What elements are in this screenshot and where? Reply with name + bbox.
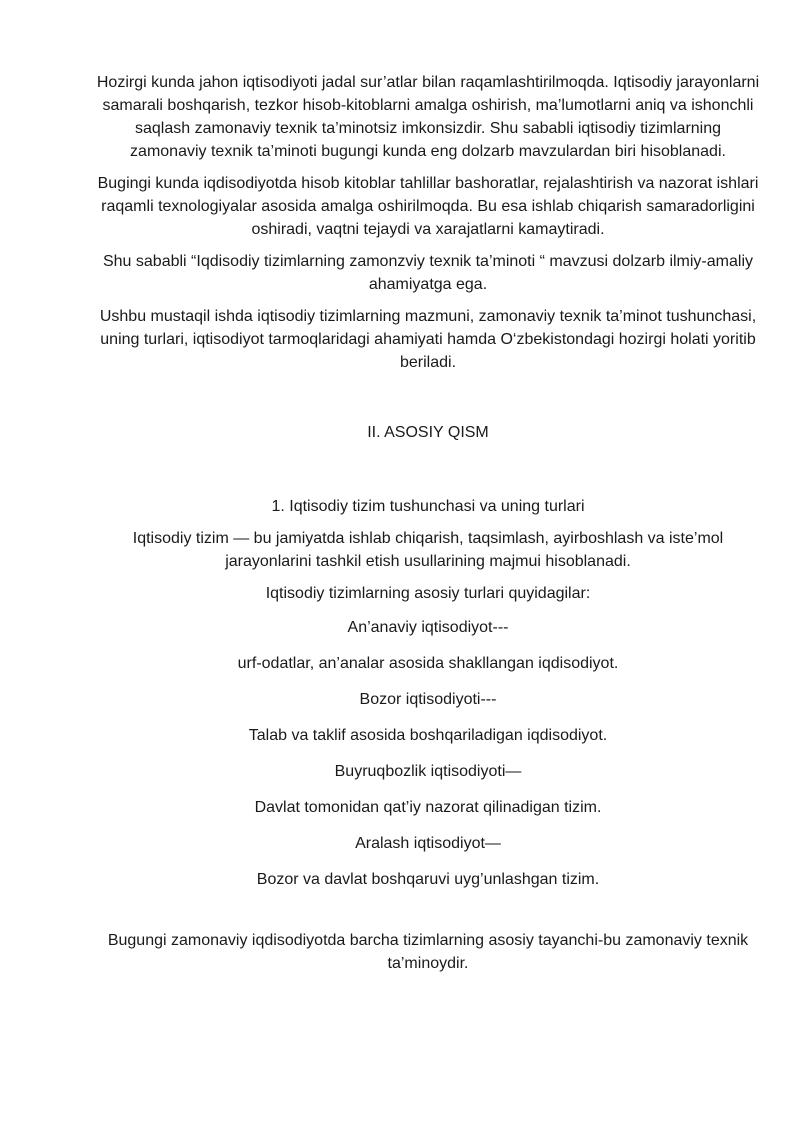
type-description: urf-odatlar, an’analar asosida shakllangan iqdisodiyot. bbox=[237, 655, 619, 672]
type-name: Buyruqbozlik iqtisodiyoti— bbox=[334, 763, 522, 780]
section-heading: II. ASOSIY QISM bbox=[367, 424, 489, 441]
type-description: Davlat tomonidan qat’iy nazorat qilinadigan tizim. bbox=[254, 799, 602, 816]
definition-paragraph: Iqtisodiy tizim — bu jamiyatda ishlab chiqarish, taqsimlash, ayirboshlash va iste’mol jarayonlarini tashkil etish usullarining majmui hisoblanadi. bbox=[132, 530, 724, 570]
introduction bbox=[95, 71, 761, 374]
document-body bbox=[95, 71, 761, 975]
type-name: An’anaviy iqtisodiyot--- bbox=[347, 619, 509, 636]
intro-paragraph-2: Bugingi kunda iqdisodiyotda hisob kitoblar tahlillar bashoratlar, rejalashtirish va nazorat ishlari raqamli texnologiyalar asosida amalga oshirilmoqda. Bu esa ishlab chiqarish samaradorligini oshiradi, vaqtni tejaydi va xarajatlarni kamaytiradi. bbox=[97, 175, 759, 238]
economic-types-list bbox=[95, 616, 761, 891]
type-description: Talab va taklif asosida boshqariladigan iqdisodiyot. bbox=[248, 727, 608, 744]
type-description: Bozor va davlat boshqaruvi uyg’unlashgan tizim. bbox=[256, 871, 600, 888]
intro-paragraph-4: Ushbu mustaqil ishda iqtisodiy tizimlarning mazmuni, zamonaviy texnik ta’minot tushunchasi, uning turlari, iqtisodiyot tarmoqlaridagi ahamiyati hamda O‘zbekistondagi hozirgi holati yoritib beriladi. bbox=[99, 308, 757, 371]
type-name: Aralash iqtisodiyot— bbox=[355, 835, 501, 852]
conclusion-paragraph: Bugungi zamonaviy iqdisodiyotda barcha tizimlarning asosiy tayanchi-bu zamonaviy texnik ta’minoydir. bbox=[107, 932, 749, 972]
intro-paragraph-1: Hozirgi kunda jahon iqtisodiyoti jadal sur’atlar bilan raqamlashtirilmoqda. Iqtisodiy jarayonlarni samarali boshqarish, tezkor hisob-kitoblarni amalga oshirish, ma’lumotlarni aniq va ishonchli saqlash zamonaviy texnik ta’minotsiz imkonsizdir. Shu sababli iqtisodiy tizimlarning zamonaviy texnik ta’minoti bugungi kunda eng dolzarb mavzulardan biri hisoblanadi. bbox=[96, 74, 760, 160]
type-name: Bozor iqtisodiyoti--- bbox=[359, 691, 497, 708]
intro-paragraph-3: Shu sababli “Iqdisodiy tizimlarning zamonzviy texnik ta’minoti “ mavzusi dolzarb ilmiy-amaliy ahamiyatga ega. bbox=[102, 253, 753, 293]
types-intro: Iqtisodiy tizimlarning asosiy turlari quyidagilar: bbox=[265, 585, 591, 602]
subsection-heading: 1. Iqtisodiy tizim tushunchasi va uning turlari bbox=[271, 498, 585, 515]
